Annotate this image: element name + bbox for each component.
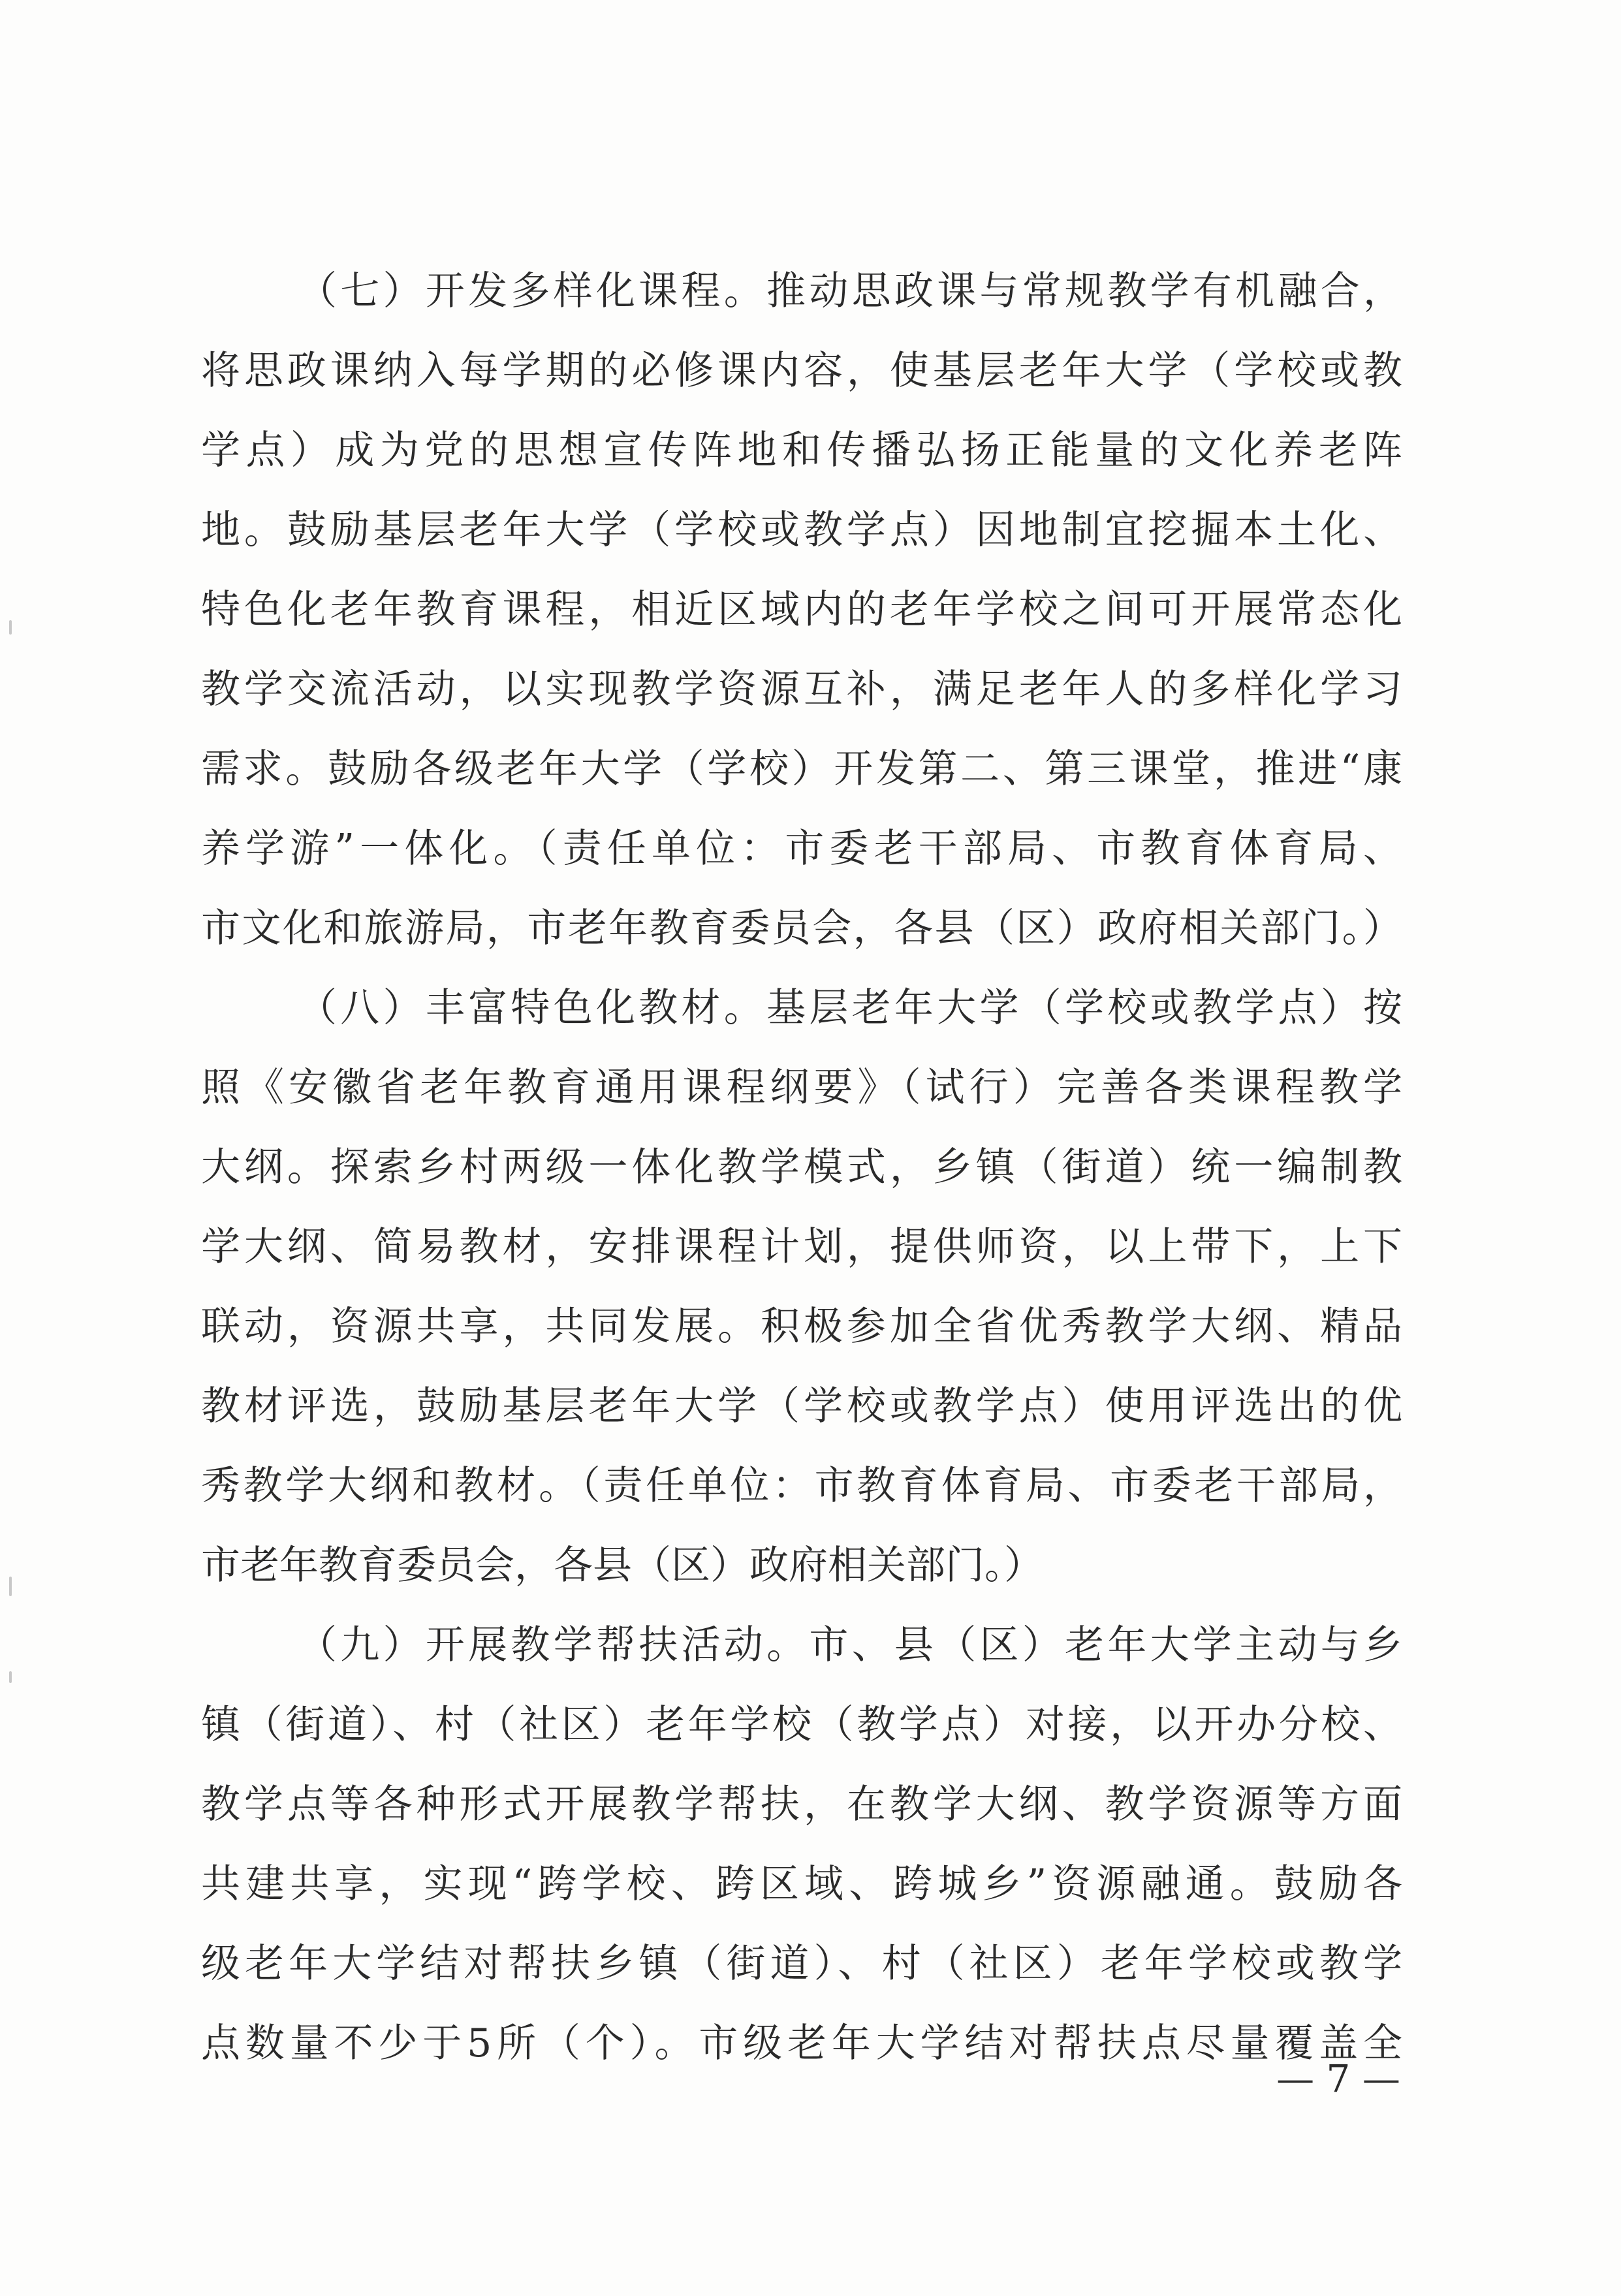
text-line: 市老年教育委员会，各县（区）政府相关部门。） <box>201 1543 1043 1588</box>
text-line: 点数量不少于5所（个）。市级老年大学结对帮扶点尽量覆盖全 <box>201 2021 1402 2066</box>
body-text <box>201 251 1402 2083</box>
text-line: 教学点等各种形式开展教学帮扶，在教学大纲、教学资源等方面 <box>201 1782 1402 1827</box>
text-line: 教材评选，鼓励基层老年大学（学校或教学点）使用评选出的优 <box>201 1383 1402 1429</box>
text-line: 级老年大学结对帮扶乡镇（街道）、村（社区）老年学校或教学 <box>201 1941 1402 1987</box>
text-line: 特色化老年教育课程，相近区域内的老年学校之间可开展常态化 <box>201 587 1402 633</box>
text-line: 将思政课纳入每学期的必修课内容，使基层老年大学（学校或教 <box>201 348 1402 394</box>
scan-speck <box>9 620 12 635</box>
text-line: 大纲。探索乡村两级一体化教学模式，乡镇（街道）统一编制教 <box>201 1144 1402 1190</box>
page-number: — 7 — <box>1276 2056 1400 2101</box>
text-line: 照《安徽省老年教育通用课程纲要》（试行）完善各类课程教学 <box>201 1065 1402 1110</box>
text-line: （九）开展教学帮扶活动。市、县（区）老年大学主动与乡 <box>298 1622 1402 1668</box>
text-line: 镇（街道）、村（社区）老年学校（教学点）对接，以开办分校、 <box>201 1702 1402 1748</box>
paragraph-course-development <box>201 251 1402 968</box>
text-line: 教学交流活动，以实现教学资源互补，满足老年人的多样化学习 <box>201 667 1402 712</box>
text-line: 学大纲、简易教材，安排课程计划，提供师资，以上带下，上下 <box>201 1224 1402 1270</box>
scan-speck <box>9 1671 12 1683</box>
text-line: 共建共享，实现“跨学校、跨区域、跨城乡”资源融通。鼓励各 <box>201 1861 1402 1907</box>
text-line: 需求。鼓励各级老年大学（学校）开发第二、第三课堂，推进“康 <box>201 746 1402 792</box>
scan-speck <box>9 1577 12 1596</box>
text-line: 学点）成为党的思想宣传阵地和传播弘扬正能量的文化养老阵 <box>201 428 1402 473</box>
text-line: 养学游”一体化。（责任单位：市委老干部局、市教育体育局、 <box>201 826 1402 872</box>
text-line: （八）丰富特色化教材。基层老年大学（学校或教学点）按 <box>298 985 1402 1031</box>
paragraph-teaching-materials <box>201 968 1402 1605</box>
text-line: （七）开发多样化课程。推动思政课与常规教学有机融合， <box>298 268 1402 314</box>
text-line: 秀教学大纲和教材。（责任单位：市教育体育局、市委老干部局， <box>201 1463 1402 1509</box>
text-line: 地。鼓励基层老年大学（学校或教学点）因地制宜挖掘本土化、 <box>201 507 1402 553</box>
text-line: 市文化和旅游局，市老年教育委员会，各县（区）政府相关部门。） <box>201 905 1402 951</box>
paragraph-teaching-assistance <box>201 1605 1402 2083</box>
text-line: 联动，资源共享，共同发展。积极参加全省优秀教学大纲、精品 <box>201 1304 1402 1349</box>
